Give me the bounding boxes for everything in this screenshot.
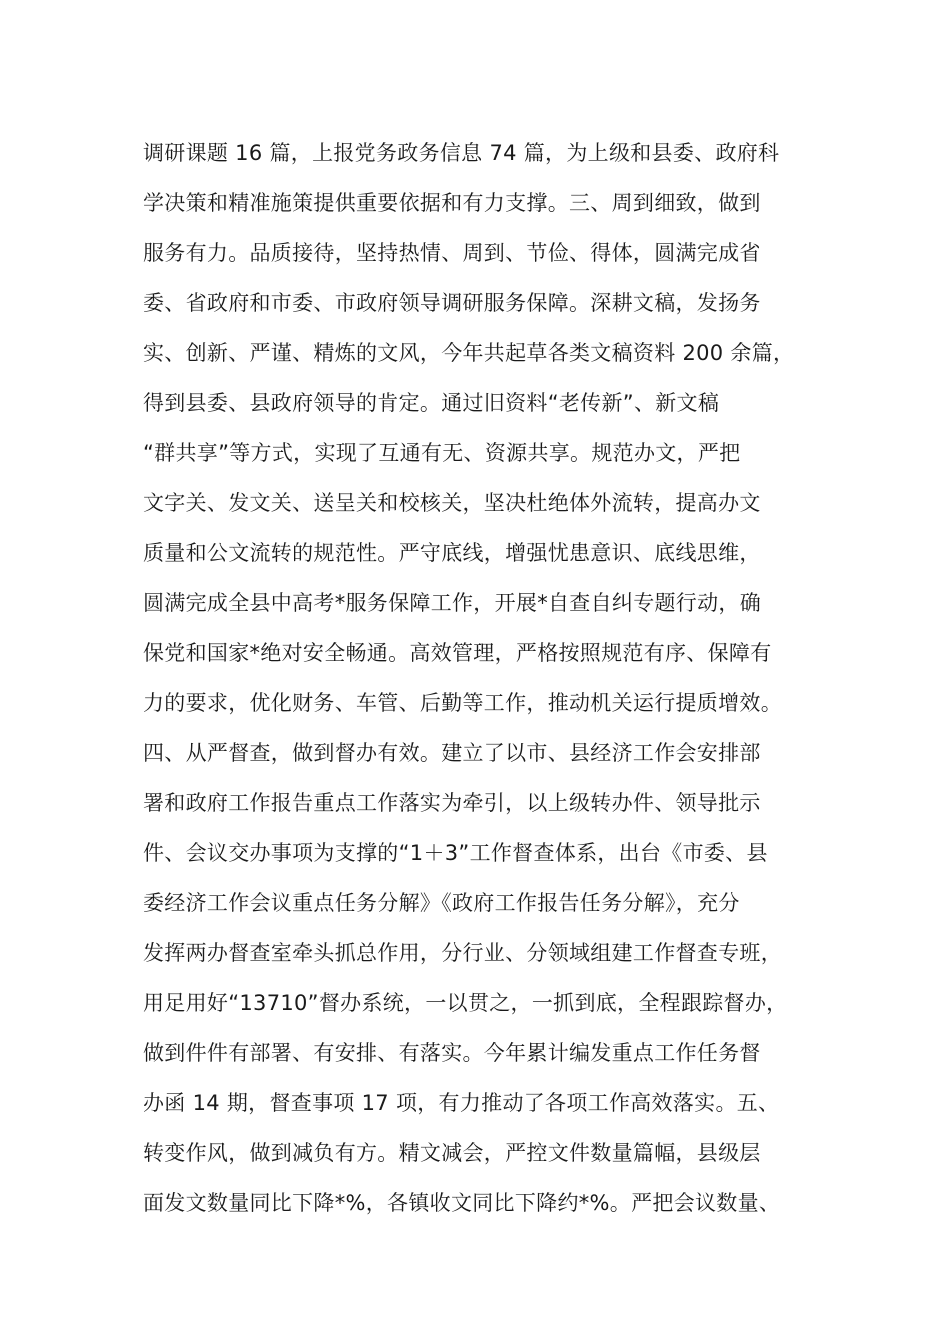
text-line: 委、省政府和市委、市政府领导调研服务保障。深耕文稿，发扬务 [143, 291, 761, 315]
text-line: 用足用好“13710”督办系统，一以贯之，一抓到底，全程跟踪督办， [143, 991, 788, 1015]
text-line: 保党和国家*绝对安全畅通。高效管理，严格按照规范有序、保障有 [143, 641, 772, 665]
text-line: 质量和公文流转的规范性。严守底线，增强忧患意识、底线思维， [143, 541, 761, 565]
text-line: 面发文数量同比下降*%，各镇收文同比下降约*%。严把会议数量、 [143, 1191, 781, 1215]
text-line: “群共享”等方式，实现了互通有无、资源共享。规范办文，严把 [143, 441, 741, 465]
text-line: 实、创新、严谨、精炼的文风，今年共起草各类文稿资料 200 余篇， [143, 341, 795, 365]
text-line: 文字关、发文关、送呈关和校核关，坚决杜绝体外流转，提高办文 [143, 491, 761, 515]
text-line: 调研课题 16 篇，上报党务政务信息 74 篇，为上级和县委、政府科 [143, 141, 780, 165]
text-line: 件、会议交办事项为支撑的“1＋3”工作督查体系，出台《市委、县 [143, 841, 768, 865]
text-line: 委经济工作会议重点任务分解》《政府工作报告任务分解》，充分 [143, 891, 740, 915]
text-line: 转变作风，做到减负有方。精文减会，严控文件数量篇幅，县级层 [143, 1141, 761, 1165]
text-line: 学决策和精准施策提供重要依据和有力支撑。三、周到细致，做到 [143, 191, 761, 215]
text-line: 力的要求，优化财务、车管、后勤等工作，推动机关运行提质增效。 [143, 691, 782, 715]
text-line: 服务有力。品质接待，坚持热情、周到、节俭、得体，圆满完成省 [143, 241, 761, 265]
body-text [143, 128, 823, 1228]
text-line: 做到件件有部署、有安排、有落实。今年累计编发重点工作任务督 [143, 1041, 761, 1065]
text-line: 得到县委、县政府领导的肯定。通过旧资料“老传新”、新文稿 [143, 391, 720, 415]
text-line: 四、从严督查，做到督办有效。建立了以市、县经济工作会安排部 [143, 741, 761, 765]
text-line: 圆满完成全县中高考*服务保障工作，开展*自查自纠专题行动，确 [143, 591, 761, 615]
text-line: 发挥两办督查室牵头抓总作用，分行业、分领域组建工作督查专班， [143, 941, 782, 965]
text-line: 办函 14 期，督查事项 17 项，有力推动了各项工作高效落实。五、 [143, 1091, 780, 1115]
text-line: 署和政府工作报告重点工作落实为牵引，以上级转办件、领导批示 [143, 791, 761, 815]
